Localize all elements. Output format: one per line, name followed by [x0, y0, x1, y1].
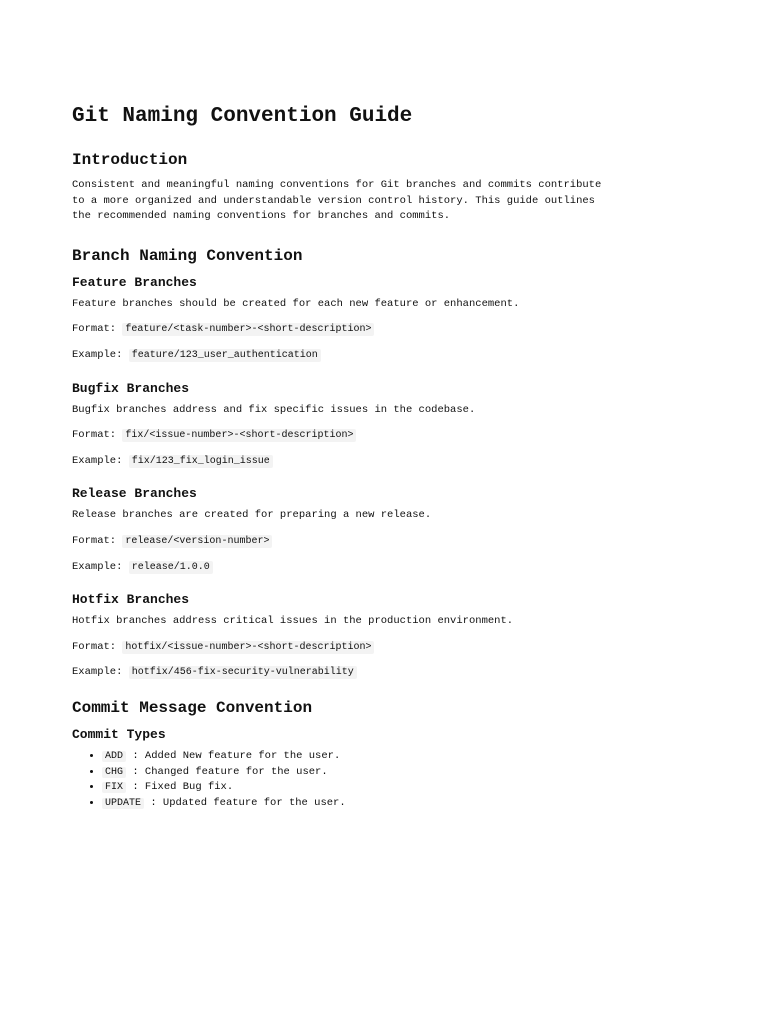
bugfix-example-code: fix/123_fix_login_issue	[129, 455, 273, 468]
feature-format-code: feature/<task-number>-<short-description>	[122, 323, 374, 336]
commit-type-item	[102, 780, 696, 796]
commit-types-title: Commit Types	[72, 726, 166, 742]
feature-example-line	[72, 348, 696, 364]
commit-section	[72, 697, 696, 811]
commit-type-code: UPDATE	[102, 798, 144, 809]
example-label: Example:	[72, 560, 123, 573]
release-example-code: release/1.0.0	[129, 561, 213, 574]
page-title: Git Naming Convention Guide	[72, 105, 413, 128]
feature-branches-section	[72, 274, 696, 364]
hotfix-branches-title: Hotfix Branches	[72, 592, 190, 608]
format-label: Format:	[72, 323, 117, 336]
release-format-code: release/<version-number>	[122, 535, 272, 548]
commit-type-desc: : Added New feature for the user.	[132, 749, 341, 762]
commit-types-list	[72, 749, 696, 811]
release-branches-section	[72, 485, 696, 575]
hotfix-format-line	[72, 640, 696, 656]
feature-format-line	[72, 322, 696, 338]
bugfix-branches-desc: Bugfix branches address and fix specific issues in the codebase.	[72, 403, 476, 416]
intro-text: Consistent and meaningful naming conventions for Git branches and commits contribute to a more organized and understandable version control history. This guide outlines the recommended naming conventions for branches and commits.	[72, 179, 602, 223]
release-example-line	[72, 560, 696, 576]
bugfix-example-line	[72, 454, 696, 470]
bugfix-branches-title: Bugfix Branches	[72, 380, 190, 396]
release-format-line	[72, 534, 696, 550]
feature-example-code: feature/123_user_authentication	[129, 349, 321, 362]
example-label: Example:	[72, 348, 123, 361]
branch-heading: Branch Naming Convention	[72, 246, 303, 265]
commit-type-item	[102, 749, 696, 765]
bugfix-format-line	[72, 428, 696, 444]
hotfix-format-code: hotfix/<issue-number>-<short-description>	[122, 641, 374, 654]
release-branches-title: Release Branches	[72, 486, 197, 502]
intro-heading: Introduction	[72, 151, 188, 169]
commit-type-code: CHG	[102, 767, 126, 778]
feature-branches-desc: Feature branches should be created for each new feature or enhancement.	[72, 297, 520, 310]
format-label: Format:	[72, 429, 117, 442]
commit-type-desc: : Updated feature for the user.	[150, 796, 346, 809]
bugfix-format-code: fix/<issue-number>-<short-description>	[122, 429, 356, 442]
release-branches-desc: Release branches are created for preparing a new release.	[72, 509, 432, 522]
feature-branches-title: Feature Branches	[72, 274, 197, 290]
commit-type-desc: : Changed feature for the user.	[132, 765, 328, 778]
bugfix-branches-section	[72, 380, 696, 470]
format-label: Format:	[72, 534, 117, 547]
example-label: Example:	[72, 666, 123, 679]
commit-heading: Commit Message Convention	[72, 698, 313, 717]
commit-type-code: ADD	[102, 751, 126, 762]
branch-section	[72, 245, 696, 681]
commit-type-item	[102, 765, 696, 781]
hotfix-branches-section	[72, 591, 696, 681]
hotfix-example-code: hotfix/456-fix-security-vulnerability	[129, 666, 357, 679]
format-label: Format:	[72, 640, 117, 653]
commit-type-code: FIX	[102, 782, 126, 793]
hotfix-example-line	[72, 665, 696, 681]
commit-type-item	[102, 796, 696, 812]
example-label: Example:	[72, 454, 123, 467]
hotfix-branches-desc: Hotfix branches address critical issues in the production environment.	[72, 615, 514, 628]
intro-section	[72, 149, 696, 225]
commit-type-desc: : Fixed Bug fix.	[132, 781, 234, 794]
